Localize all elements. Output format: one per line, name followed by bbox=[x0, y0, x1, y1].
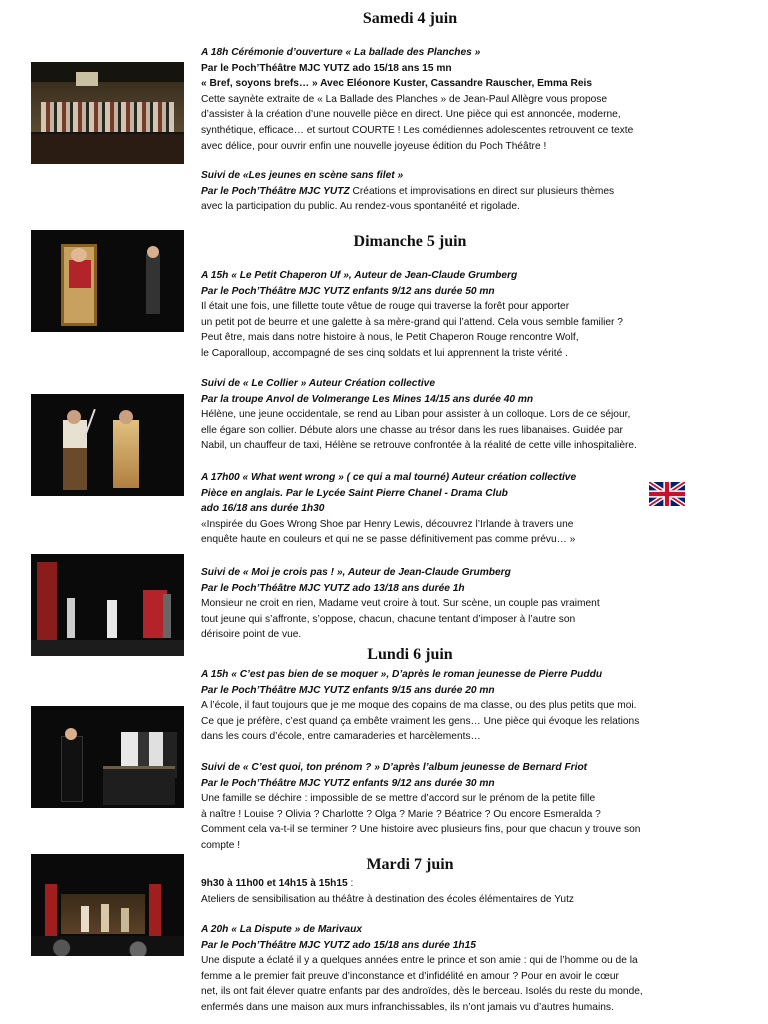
event-description: elle égare son collier. Débute alors une chasse au trésor dans les rues libanaises. Guidée par bbox=[201, 424, 623, 436]
event-description: compte ! bbox=[201, 839, 241, 851]
event-description: un petit pot de beurre et une galette à sa mère-grand qui l’attend. Cela vous semble familier ? bbox=[201, 316, 623, 328]
event-description: Ce que je préfère, c’est quand ça embête vraiment les gens… Une pièce qui évoque les relations bbox=[201, 715, 640, 727]
event-description: Hélène, une jeune occidentale, se rend au Liban pour assister à un colloque. Lors de ce séjour, bbox=[201, 409, 631, 421]
event-description: femme a le premier fait preuve d’inconstance et d’infidélité en amour ? Pour en avoir le cœur bbox=[201, 970, 619, 982]
event-moi-je-crois-pas bbox=[201, 565, 731, 643]
event-cast: « Bref, soyons brefs… » Avec Eléonore Kuster, Cassandre Rauscher, Emma Reis bbox=[201, 78, 593, 90]
event-title: A 18h Cérémonie d’ouverture « La ballade des Planches » bbox=[201, 47, 481, 58]
sword-scene-photo bbox=[31, 394, 184, 496]
event-troupe: Par le Poch’Théâtre MJC YUTZ enfants 9/12 ans durée 30 mn bbox=[201, 777, 495, 789]
event-petit-chaperon-uf bbox=[201, 268, 731, 362]
event-description: Monsieur ne croit en rien, Madame veut croire à tout. Sur scène, un couple pas vraiment bbox=[201, 598, 600, 610]
event-description: enquête haute en couleurs et qui ne se passe définitivement pas comme prévu… » bbox=[201, 534, 576, 546]
day-heading-tuesday: Mardi 7 juin bbox=[366, 856, 454, 873]
event-description: Nabil, un chauffeur de taxi, Hélène se retrouve confrontée à la réalité de cette ville inhospitalière. bbox=[201, 440, 637, 452]
event-age-duration: ado 16/18 ans durée 1h30 bbox=[201, 503, 325, 515]
event-title: A 15h « Le Petit Chaperon Uf », Auteur de Jean-Claude Grumberg bbox=[201, 270, 518, 281]
event-title: A 15h « C’est pas bien de se moquer », D’après le roman jeunesse de Pierre Puddu bbox=[201, 669, 603, 680]
event-description: Cette saynète extraite de « La Ballade des Planches » de Jean-Paul Allègre vous propose bbox=[201, 93, 608, 105]
classroom-scene-photo bbox=[31, 706, 184, 808]
event-troupe: Par le Poch’Théâtre MJC YUTZ ado 15/18 ans durée 1h15 bbox=[201, 939, 476, 951]
event-ceremonie-ouverture bbox=[201, 45, 731, 154]
event-description: Une dispute a éclaté il y a quelques années entre le prince et son amie : qui de l’homme ou de la bbox=[201, 955, 638, 967]
audience-stage-photo bbox=[31, 854, 184, 956]
event-title: Suivi de « C’est quoi, ton prénom ? » D’après l’album jeunesse de Bernard Friot bbox=[201, 762, 588, 773]
event-description: A l’école, il faut toujours que je me moque des copains de ma classe, ou des plus petits que moi. bbox=[201, 700, 637, 712]
event-description: net, ils ont fait élever quatre enfants par des androïdes, dès le berceau. Isolés du reste du monde, bbox=[201, 986, 643, 998]
event-description: enfermés dans une maison aux murs infranchissables, ils n’ont jamais vu d’autres humains. bbox=[201, 1001, 614, 1013]
event-title: Suivi de « Moi je crois pas ! », Auteur de Jean-Claude Grumberg bbox=[201, 567, 511, 578]
event-le-collier bbox=[201, 376, 731, 454]
event-description: le Caporalloup, accompagné de ses cinq soldats et lui apprennent la triste vérité . bbox=[201, 347, 568, 359]
event-troupe: Par le Poch’Théâtre MJC YUTZ ado 15/18 ans 15 mn bbox=[201, 62, 452, 74]
uk-flag-icon bbox=[649, 482, 685, 506]
event-description: d’assister à la création d’une nouvelle pièce en direct. Une pièce qui est annoncée, moderne, bbox=[201, 109, 621, 121]
event-description: avec la participation du public. Au rendez-vous spontanéité et rigolade. bbox=[201, 201, 520, 213]
event-schedule-colon: : bbox=[347, 878, 354, 889]
event-ateliers bbox=[201, 876, 731, 907]
day-heading-saturday: Samedi 4 juin bbox=[362, 10, 458, 27]
event-description: Peut être, mais dans notre histoire à nous, le Petit Chaperon Rouge rencontre Wolf, bbox=[201, 332, 579, 344]
event-title: Suivi de «Les jeunes en scène sans filet » bbox=[201, 170, 404, 181]
stage-group-photo bbox=[31, 62, 184, 164]
event-description: «Inspirée du Goes Wrong Shoe par Henry Lewis, découvrez l’Irlande à travers une bbox=[201, 518, 574, 530]
event-title: Suivi de « Le Collier » Auteur Création collective bbox=[201, 378, 436, 389]
event-description: dérisoire point de vue. bbox=[201, 629, 302, 641]
event-description: à naître ! Louise ? Olivia ? Charlotte ? Olga ? Marie ? Béatrice ? Ou encore Esmeralda ? bbox=[201, 808, 601, 820]
day-heading-sunday: Dimanche 5 juin bbox=[353, 233, 467, 250]
red-curtain-stage-photo bbox=[31, 554, 184, 656]
event-title: A 17h00 « What went wrong » ( ce qui a mal tourné) Auteur création collective bbox=[201, 472, 577, 483]
event-troupe: Par le Poch’Théâtre MJC YUTZ ado 13/18 ans durée 1h bbox=[201, 582, 465, 594]
event-troupe: Par la troupe Anvol de Volmerange Les Mines 14/15 ans durée 40 mn bbox=[201, 393, 534, 405]
event-description: Ateliers de sensibilisation au théâtre à destination des écoles élémentaires de Yutz bbox=[201, 893, 575, 905]
event-title: A 20h « La Dispute » de Marivaux bbox=[201, 924, 362, 935]
event-schedule: 9h30 à 11h00 et 14h15 à 15h15 bbox=[201, 878, 348, 889]
throne-scene-photo bbox=[31, 230, 184, 332]
event-troupe: Par le Poch’Théâtre MJC YUTZ enfants 9/15 ans durée 20 mn bbox=[201, 684, 495, 696]
event-description: Créations et improvisations en direct sur plusieurs thèmes bbox=[349, 185, 615, 197]
day-heading-monday: Lundi 6 juin bbox=[367, 646, 453, 663]
event-description: Il était une fois, une fillette toute vêtue de rouge qui traverse la forêt pour apporter bbox=[201, 301, 570, 313]
event-troupe: Pièce en anglais. Par le Lycée Saint Pierre Chanel - Drama Club bbox=[201, 487, 508, 499]
event-pas-bien-de-se-moquer bbox=[201, 667, 731, 745]
event-description: Comment cela va-t-il se terminer ? Une histoire avec plusieurs fins, pour que chacun y trouve son bbox=[201, 824, 641, 836]
event-troupe: Par le Poch’Théâtre MJC YUTZ bbox=[201, 185, 350, 197]
event-description: dans les cours d’école, entre camaraderies et harcèlements… bbox=[201, 731, 481, 743]
event-description: avec délice, pour ouvrir enfin une nouvelle joyeuse édition du Poch Théâtre ! bbox=[201, 140, 547, 152]
event-troupe: Par le Poch’Théâtre MJC YUTZ enfants 9/12 ans durée 50 mn bbox=[201, 285, 495, 297]
event-description: tout jeune qui s’affronte, s’oppose, chacun, chacune tentant d’imposer à l’autre son bbox=[201, 613, 576, 625]
event-la-dispute bbox=[201, 922, 731, 1016]
event-description: synthétique, efficace… et surtout COURTE ! Les comédiennes adolescentes retrouvent ce texte bbox=[201, 124, 634, 136]
event-description: Une famille se déchire : impossible de se mettre d’accord sur le prénom de la petite fille bbox=[201, 793, 596, 805]
event-jeunes-sans-filet bbox=[201, 168, 731, 215]
event-cest-quoi-ton-prenom bbox=[201, 760, 731, 854]
